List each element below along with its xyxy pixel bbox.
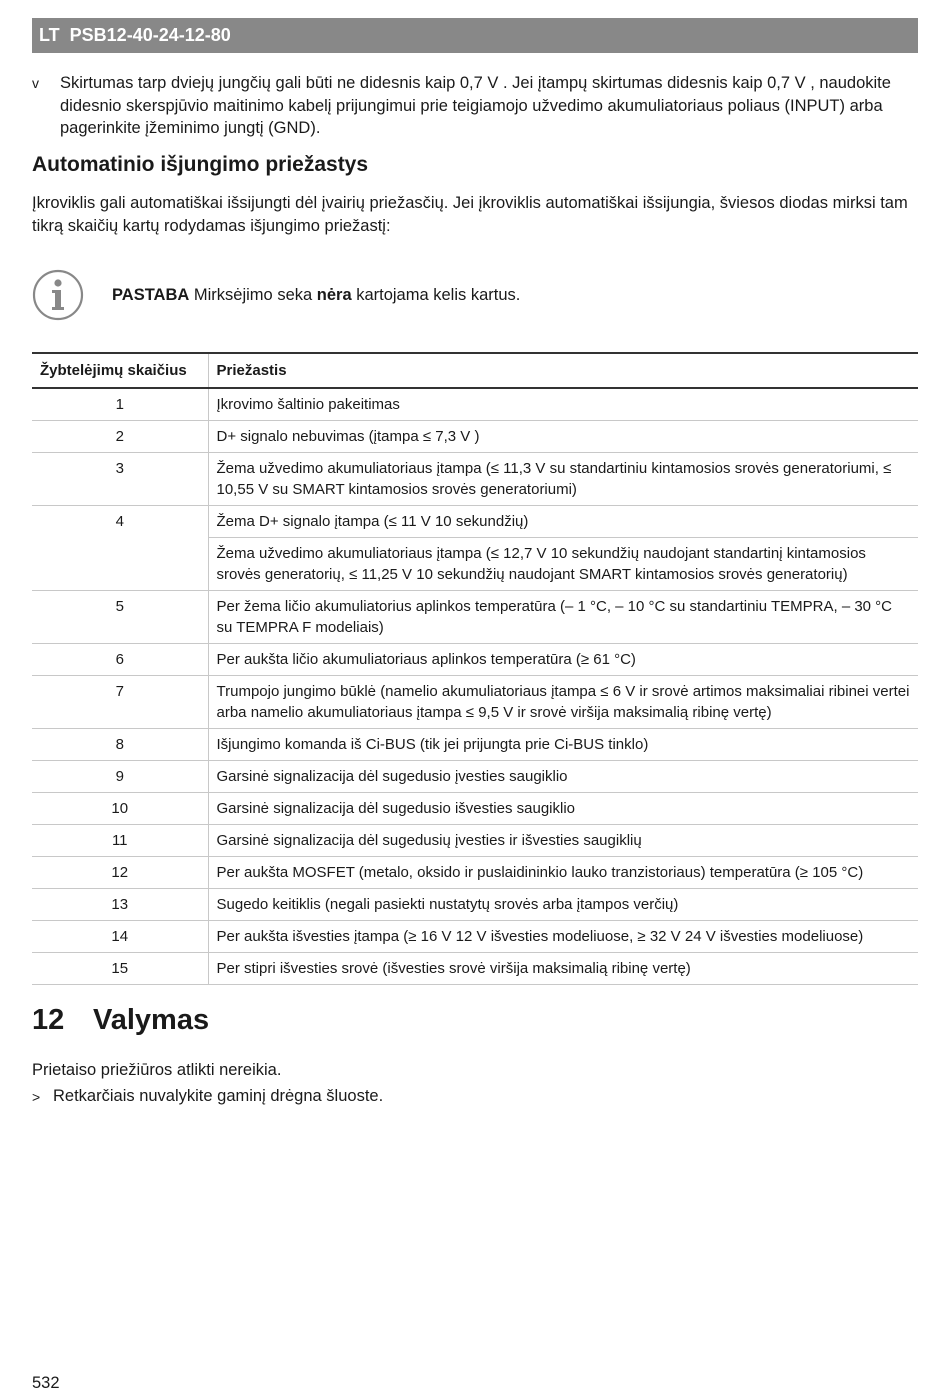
table-row <box>32 388 918 421</box>
cause-text: Per aukšta ličio akumuliatoriaus aplinkos temperatūra (≥ 61 °C) <box>208 644 918 676</box>
blink-count <box>32 538 208 591</box>
table-row <box>32 591 918 644</box>
intro-bullet <box>32 72 918 140</box>
section-intro-text: Įkroviklis gali automatiškai išsijungti dėl įvairių priežasčių. Jei įkroviklis automatiškai išsijungia, šviesos diodas mirksi tam tikrą skaičių kartų rodydamas išjungimo priežastį: <box>32 194 908 235</box>
blink-count: 5 <box>32 591 208 644</box>
blink-count: 9 <box>32 761 208 793</box>
section-number: 12 <box>32 1004 65 1036</box>
cause-text: Įkrovimo šaltinio pakeitimas <box>208 388 918 421</box>
note-text-before: Mirksėjimo seka <box>189 285 317 304</box>
page-number: 532 <box>32 1374 60 1392</box>
table-header-row <box>32 353 918 388</box>
table-row <box>32 889 918 921</box>
table-row <box>32 421 918 453</box>
blink-count: 11 <box>32 825 208 857</box>
cause-text: Garsinė signalizacija dėl sugedusio išvesties saugiklio <box>208 793 918 825</box>
blink-count: 7 <box>32 676 208 729</box>
note-label: PASTABA <box>112 285 190 304</box>
cause-text: Žema užvedimo akumuliatoriaus įtampa (≤ 11,3 V su standartiniu kintamosios srovės generatoriumi, ≤ 10,55 V su SMART kintamosios srovės generatoriumi) <box>208 453 918 506</box>
section-heading-cleaning <box>32 1004 209 1037</box>
cause-text: Trumpojo jungimo būklė (namelio akumuliatoriaus įtampa ≤ 6 V ir srovė artimos maksimaliai ribinei vertei arba namelio akumuliatoriaus įtampa ≤ 9,5 V ir srovė viršija maksimalią ribinę vertę) <box>208 676 918 729</box>
blink-count: 6 <box>32 644 208 676</box>
bullet-text: Skirtumas tarp dviejų jungčių gali būti ne didesnis kaip 0,7 V . Jei įtampų skirtumas didesnis kaip 0,7 V , naudokite didesnio skerspjūvio maitinimo kabelį prijungimui prie teigiamojo užvedimo akumuliatoriaus poliaus (INPUT) arba pagerinkite įžeminimo jungtį (GND). <box>60 74 891 137</box>
cause-text: Per žema ličio akumuliatorius aplinkos temperatūra (– 1 °C, – 10 °C su standartiniu TEMPRA, – 30 °C su TEMPRA F modeliais) <box>208 591 918 644</box>
table-row <box>32 729 918 761</box>
model-number: PSB12-40-24-12-80 <box>69 25 231 45</box>
table-row <box>32 857 918 889</box>
note-emphasis: nėra <box>316 285 352 304</box>
table-row <box>32 453 918 506</box>
cause-text: Per aukšta MOSFET (metalo, oksido ir puslaidininkio lauko tranzistoriaus) temperatūra (≥ 105 °C) <box>208 857 918 889</box>
blink-count: 2 <box>32 421 208 453</box>
table-row <box>32 538 918 591</box>
cause-text: Žema užvedimo akumuliatoriaus įtampa (≤ 12,7 V 10 sekundžių naudojant standartinį kintamosios srovės generatorių, ≤ 11,25 V 10 sekundžių naudojant SMART kintamosios srovės generatorių) <box>208 538 918 591</box>
cause-text: Sugedo keitiklis (negali pasiekti nustatytų srovės arba įtampos verčių) <box>208 889 918 921</box>
step-text: Retkarčiais nuvalykite gaminį drėgna šluoste. <box>53 1087 384 1105</box>
section-title: Valymas <box>93 1004 210 1036</box>
cause-text: Garsinė signalizacija dėl sugedusio įvesties saugiklio <box>208 761 918 793</box>
table-row <box>32 921 918 953</box>
step-marker: > <box>32 1089 41 1105</box>
column-header-count: Žybtelėjimų skaičius <box>32 353 208 388</box>
table-row <box>32 793 918 825</box>
cause-text: Garsinė signalizacija dėl sugedusių įvesties ir išvesties saugiklių <box>208 825 918 857</box>
blink-count: 13 <box>32 889 208 921</box>
blink-count: 8 <box>32 729 208 761</box>
note-text-after: kartojama kelis kartus. <box>351 285 521 304</box>
note-text <box>112 286 520 305</box>
blink-count: 3 <box>32 453 208 506</box>
blink-count: 14 <box>32 921 208 953</box>
cause-text: Per stipri išvesties srovė (išvesties srovė viršija maksimalią ribinę vertę) <box>208 953 918 985</box>
language-code: LT <box>39 25 60 45</box>
column-header-cause: Priežastis <box>208 353 918 388</box>
header-bar <box>32 18 918 53</box>
bullet-marker: v <box>32 75 39 91</box>
blink-count: 15 <box>32 953 208 985</box>
shutdown-causes-table <box>32 352 918 985</box>
table-row <box>32 953 918 985</box>
blink-count: 1 <box>32 388 208 421</box>
table-row <box>32 825 918 857</box>
cause-text: Išjungimo komanda iš Ci-BUS (tik jei prijungta prie Ci-BUS tinklo) <box>208 729 918 761</box>
info-icon <box>32 269 84 321</box>
blink-count: 4 <box>115 513 124 530</box>
table-row <box>32 644 918 676</box>
cause-text: Per aukšta išvesties įtampa (≥ 16 V 12 V išvesties modeliuose, ≥ 32 V 24 V išvesties modeliuose) <box>208 921 918 953</box>
cause-text: D+ signalo nebuvimas (įtampa ≤ 7,3 V ) <box>208 421 918 453</box>
blink-count: 10 <box>32 793 208 825</box>
cause-text: Žema D+ signalo įtampa (≤ 11 V 10 sekundžių) <box>208 506 918 538</box>
table-row <box>32 506 918 538</box>
table-row <box>32 676 918 729</box>
cleaning-text: Prietaiso priežiūros atlikti nereikia. <box>32 1061 282 1079</box>
table-row <box>32 761 918 793</box>
section-heading-auto-shutdown: Automatinio išjungimo priežastys <box>32 153 369 176</box>
cleaning-step <box>32 1087 383 1106</box>
note-box <box>32 268 918 322</box>
blink-count: 12 <box>32 857 208 889</box>
